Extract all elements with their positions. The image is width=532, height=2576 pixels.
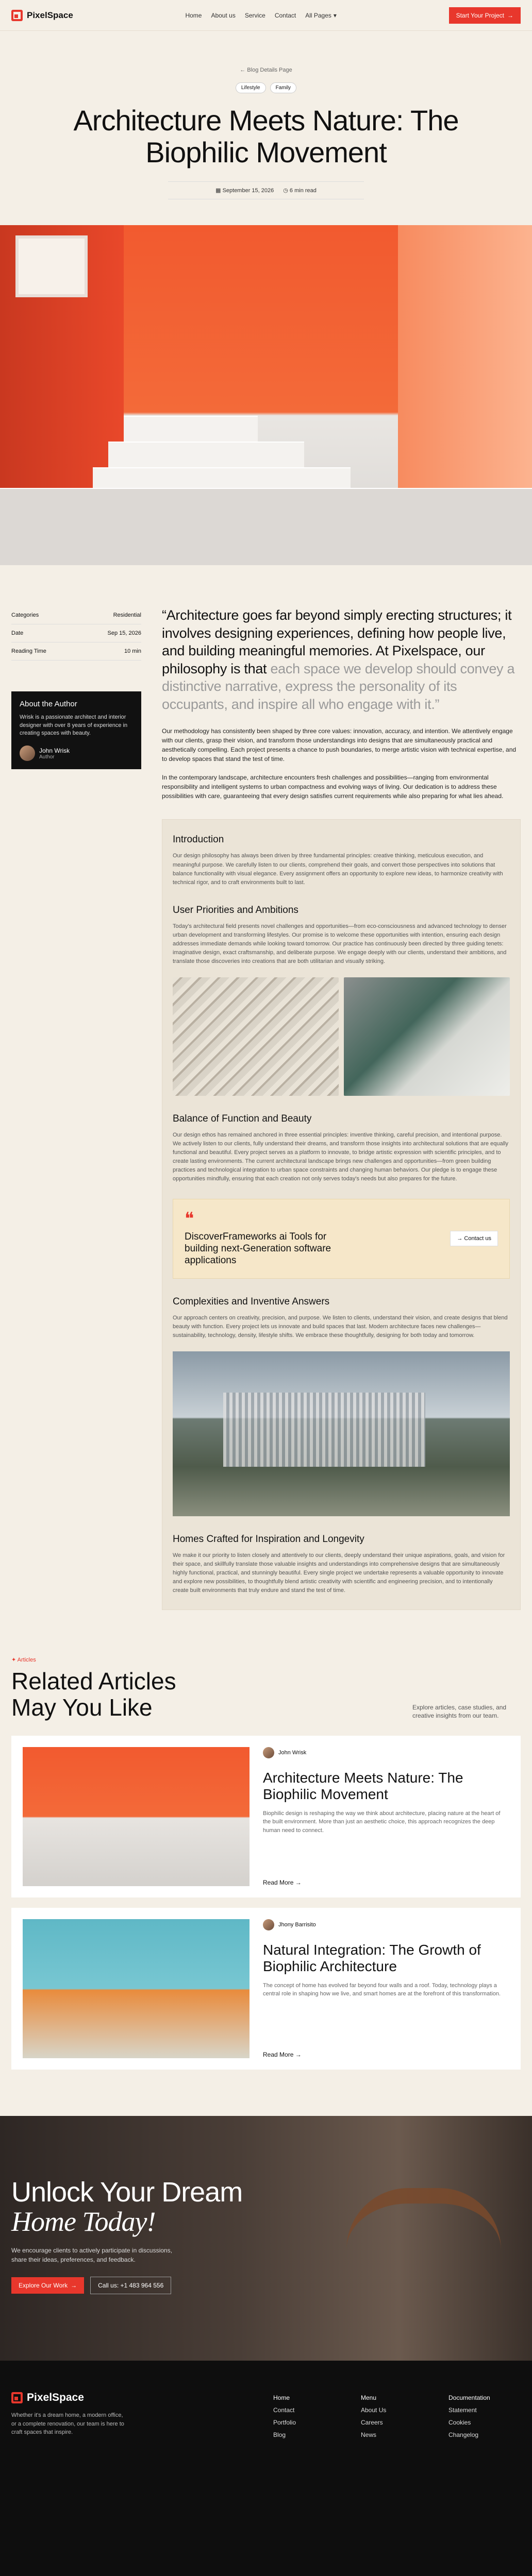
site-header bbox=[0, 0, 532, 31]
content-card bbox=[162, 819, 521, 1609]
breadcrumb bbox=[0, 67, 532, 73]
info-value: 10 min bbox=[124, 648, 141, 655]
author-name: John Wrisk bbox=[39, 747, 70, 754]
footer-link[interactable]: Blog bbox=[273, 2431, 286, 2439]
logo-mark-icon bbox=[11, 2392, 23, 2403]
footer-link[interactable]: Statement bbox=[448, 2406, 477, 2414]
related-card[interactable] bbox=[11, 1736, 521, 1897]
footer-link[interactable]: Menu bbox=[361, 2394, 377, 2402]
footer-columns bbox=[273, 2392, 532, 2441]
section-text: Today's architectural field presents novel challenges and opportunities—from eco-consciousness and advanced technology to denser urban development and transforming lifestyles. Our promise is to welcome these opportunities with intention, ensuring each design addresses immediate demands while looking toward tomorrow. Our practice has continuously been directed by three guiding tenets: imaginative design, exact craftsmanship, and deliberate purpose. We engage deeply with our clients, understand their ambitions, and translate those discoveries into creations that are both utilitarian and visually striking. bbox=[173, 923, 507, 964]
card-text: Biophilic design is reshaping the way we think about architecture, placing nature at the heart of the built environment. More than just an aesthetic choice, this approach recognizes the deep human need to connect. bbox=[263, 1810, 501, 1834]
footer-link[interactable]: News bbox=[361, 2431, 377, 2439]
read-more-link[interactable] bbox=[263, 1879, 302, 1886]
inline-cta bbox=[173, 1199, 510, 1278]
banner-title-line-1: Unlock Your Dream bbox=[11, 2177, 243, 2208]
arrow-right-icon: → bbox=[295, 1879, 302, 1887]
read-more-label: Read More bbox=[263, 2051, 294, 2059]
avatar bbox=[263, 1919, 274, 1930]
section-text: Our design philosophy has always been driven by three fundamental principles: creative thinking, meticulous execution, and meaningful purpose. We carefully listen to our clients, comprehend their goals, and convert those perspectives into solutions that balance functionality with visual elegance. Every assignment offers an opportunity to explore new ideas, to harmonize creativity with technical rigor, and to craft environments built to last. bbox=[173, 853, 503, 886]
footer-link[interactable]: Home bbox=[273, 2394, 290, 2402]
section-title-balance: Balance of Function and Beauty bbox=[173, 1113, 312, 1124]
card-author-name: John Wrisk bbox=[278, 1750, 307, 1756]
info-row-category bbox=[11, 606, 141, 624]
section-text: Our approach centers on creativity, precision, and purpose. We listen to clients, understand their vision, and create designs that blend beauty with function. Every project lets us innovate and build spaces that last. Modern architecture faces new challenges—sustainability, technology, density, lifestyle shifts. We embrace these thoughtfully, designing for both today and tomorrow. bbox=[173, 1314, 508, 1338]
start-project-button[interactable] bbox=[449, 7, 521, 24]
section-label bbox=[11, 1656, 521, 1663]
related-card-image[interactable] bbox=[23, 1919, 250, 2058]
call-us-button[interactable]: Call us: +1 483 964 556 bbox=[90, 2277, 171, 2294]
main-nav bbox=[185, 12, 337, 19]
section-label-text: Articles bbox=[17, 1656, 36, 1663]
arrow-right-icon: → bbox=[295, 2051, 302, 2059]
building-facade-image bbox=[173, 977, 339, 1096]
author-profile bbox=[20, 745, 133, 761]
quote-mark-icon: ❝ bbox=[185, 1210, 194, 1229]
card-title[interactable]: Architecture Meets Nature: The Biophilic Movement bbox=[263, 1770, 463, 1803]
nav-home[interactable]: Home bbox=[185, 11, 202, 19]
nav-service[interactable]: Service bbox=[244, 11, 265, 19]
footer-link[interactable]: Changelog bbox=[448, 2431, 479, 2439]
author-card bbox=[11, 691, 141, 769]
section-title-homes: Homes Crafted for Inspiration and Longevity bbox=[173, 1533, 364, 1545]
brand-logo[interactable] bbox=[11, 10, 73, 21]
author-bio: Wrisk is a passionate architect and interior designer with over 8 years of experience in creating spaces with beauty. bbox=[20, 714, 128, 736]
modern-building-image bbox=[173, 1351, 510, 1516]
banner-buttons bbox=[11, 2277, 242, 2294]
contact-us-label: Contact us bbox=[464, 1235, 491, 1242]
logo-mark-icon bbox=[11, 10, 23, 21]
tag-list bbox=[0, 82, 532, 93]
related-articles bbox=[0, 1610, 532, 2070]
related-title: Related Articles May You Like bbox=[11, 1667, 176, 1721]
info-label: Date bbox=[11, 630, 24, 637]
hero-image bbox=[0, 225, 532, 565]
chevron-down-icon: ▾ bbox=[333, 11, 337, 19]
card-text: The concept of home has evolved far beyond four walls and a roof. Today, technology plays a central role in shaping how we live, and smart homes are at the forefront of this transformation. bbox=[263, 1982, 501, 1997]
article-section bbox=[0, 565, 532, 1610]
footer-link[interactable]: Portfolio bbox=[273, 2419, 296, 2427]
nav-all-pages-label: All Pages bbox=[305, 11, 331, 19]
section-title-priorities: User Priorities and Ambitions bbox=[173, 904, 298, 916]
contact-us-button[interactable] bbox=[450, 1231, 498, 1246]
section-text: We make it our priority to listen closely and attentively to our clients, deeply understand their unique aspirations, goals, and vision for their space, and skillfully translate those valuable insights and understandings into comprehensive designs that are simultaneously highly functional, practical, and stunningly beautiful. Every single project we undertake represents a valuable opportunity to innovate and explore new possibilities, to thoughtfully blend artistic creativity with scientific and engineering precision, and to intentionally create built environments that truly endure and stand the test of time. bbox=[173, 1552, 505, 1594]
explore-work-button[interactable] bbox=[11, 2277, 84, 2294]
section-text: Our design ethos has remained anchored in three essential principles: inventive thinking, careful precision, and intentional purpose. We actively listen to our clients, fully understand their dreams, and transform those insights into architectural solutions that are equally functional and beautiful. Every project serves as a platform to innovate, to bridge artistic expression with scientific principles, and to create lasting environments. The current architectural landscape brings new challenges and opportunities—from green building practices and technological integration to urban space constraints and changing human behaviors. Our pledge is to engage these opportunities mindfully, ensuring that each creation not only serves today's needs but also prepares for the future. bbox=[173, 1131, 508, 1182]
image-pair bbox=[173, 977, 510, 1096]
article-sidebar bbox=[11, 606, 141, 1610]
footer-brand-name: PixelSpace bbox=[27, 2392, 84, 2404]
banner-title bbox=[11, 2178, 242, 2236]
info-label: Categories bbox=[11, 612, 39, 619]
architect-drawing-image bbox=[344, 977, 510, 1096]
tag-lifestyle[interactable]: Lifestyle bbox=[236, 82, 266, 93]
pull-quote bbox=[162, 606, 521, 713]
hero-section bbox=[0, 31, 532, 225]
arrow-right-icon: → bbox=[71, 2281, 77, 2289]
cta-text: DiscoverFrameworks ai Tools for building next-Generation software applications bbox=[185, 1231, 331, 1266]
footer-desc: Whether it's a dream home, a modern office, or a complete renovation, our team is here to craft spaces that inspire. bbox=[11, 2412, 124, 2436]
calendar-icon: ▦ bbox=[215, 188, 221, 194]
page-title: Architecture Meets Nature: The Biophilic Movement bbox=[73, 104, 459, 168]
footer-col-3 bbox=[448, 2392, 532, 2441]
arrow-left-icon: ← bbox=[240, 67, 246, 73]
paragraph-2: In the contemporary landscape, architecture encounters fresh challenges and possibilities—ranging from environmental responsibility and intelligent systems to urban compactness and evolving ways of living. Our dedication is to address these possibilities with care, guaranteeing that every design satisfies current requirements while also preparing for what lies ahead. bbox=[162, 774, 504, 800]
cta-banner bbox=[0, 2116, 532, 2361]
banner-content bbox=[11, 2178, 242, 2294]
arrow-right-icon: → bbox=[457, 1235, 463, 1242]
footer-link[interactable]: About Us bbox=[361, 2406, 387, 2414]
related-card-body bbox=[263, 1919, 509, 2058]
explore-work-label: Explore Our Work bbox=[19, 2281, 68, 2289]
related-desc: Explore articles, case studies, and creative insights from our team. bbox=[412, 1703, 507, 1720]
footer-link[interactable]: Documentation bbox=[448, 2394, 490, 2402]
quote-dark: “Architecture goes far beyond simply erecting structures; it involves designing experiences, defining how people live, and building meaningful memories. At Pixelspace, our philosophy is that bbox=[162, 607, 512, 676]
info-row-reading-time bbox=[11, 642, 141, 660]
footer-col-1 bbox=[273, 2392, 361, 2441]
brand-name: PixelSpace bbox=[27, 10, 73, 20]
author-role: Author bbox=[39, 754, 55, 760]
post-read-time: 6 min read bbox=[289, 188, 317, 194]
read-more-label: Read More bbox=[263, 1879, 294, 1887]
nav-about[interactable]: About us bbox=[211, 11, 236, 19]
avatar bbox=[263, 1747, 274, 1758]
card-author-name: Jhony Barrisito bbox=[278, 1922, 316, 1928]
chair-image bbox=[346, 2188, 501, 2322]
section-title-complexities: Complexities and Inventive Answers bbox=[173, 1296, 330, 1307]
info-label: Reading Time bbox=[11, 648, 46, 655]
banner-text: We encourage clients to actively participate in discussions, share their ideas, preferences, and feedback. bbox=[11, 2246, 172, 2263]
section-title-introduction: Introduction bbox=[173, 834, 224, 845]
nav-all-pages[interactable] bbox=[305, 12, 337, 19]
info-value: Sep 15, 2026 bbox=[107, 630, 141, 637]
sparkle-icon: ✦ bbox=[11, 1656, 16, 1663]
card-title[interactable]: Natural Integration: The Growth of Biophilic Architecture bbox=[263, 1942, 481, 1975]
footer-link[interactable]: Careers bbox=[361, 2419, 383, 2427]
avatar bbox=[20, 745, 35, 761]
related-header bbox=[11, 1663, 521, 1720]
paragraph-1: Our methodology has consistently been shaped by three core values: innovation, accuracy, and intention. We attentively engage with our clients, grasp their vision, and transform those understandings into designs that are simultaneously practical and aesthetically compelling. Each project presents a chance to push boundaries, to merge artistic vision with technical expertise, and to develop spaces that stand the test of time. bbox=[162, 727, 517, 763]
read-more-link[interactable] bbox=[263, 2051, 302, 2058]
post-meta bbox=[168, 181, 364, 199]
start-project-label: Start Your Project bbox=[456, 11, 504, 19]
quote-light: each space we develop should convey a distinctive narrative, express the personality of its occupants, and inspire all who engage with it.” bbox=[162, 660, 515, 712]
footer-col-2 bbox=[361, 2392, 448, 2441]
related-card-image[interactable] bbox=[23, 1747, 250, 1886]
info-value: Residential bbox=[113, 612, 141, 619]
card-author bbox=[263, 1747, 509, 1758]
clock-icon: ◷ bbox=[283, 188, 288, 194]
related-card-body bbox=[263, 1747, 509, 1886]
nav-contact[interactable]: Contact bbox=[274, 11, 296, 19]
footer-link[interactable]: Contact bbox=[273, 2406, 295, 2414]
post-date: September 15, 2026 bbox=[222, 188, 274, 194]
author-heading: About the Author bbox=[20, 700, 77, 709]
related-card[interactable] bbox=[11, 1908, 521, 2070]
banner-title-line-2: Home Today! bbox=[11, 2206, 156, 2237]
arrow-right-icon: → bbox=[507, 11, 513, 19]
breadcrumb-label[interactable]: Blog Details Page bbox=[247, 67, 292, 73]
tag-family[interactable]: Family bbox=[270, 82, 296, 93]
card-author bbox=[263, 1919, 509, 1930]
site-footer bbox=[0, 2361, 532, 2576]
info-row-date bbox=[11, 624, 141, 642]
article-body bbox=[162, 606, 521, 1610]
footer-link[interactable]: Cookies bbox=[448, 2419, 471, 2427]
